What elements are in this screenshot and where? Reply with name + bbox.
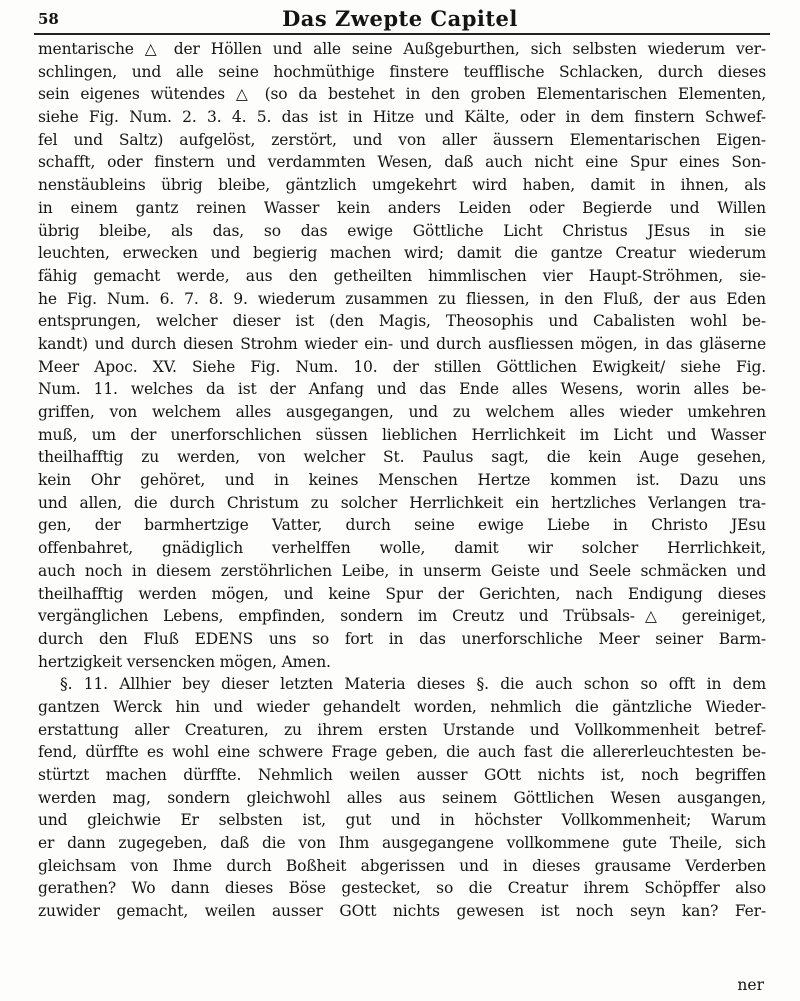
catchword: ner <box>737 976 764 994</box>
text-line: kandt) und durch diesen Strohm wieder ein- und durch ausfliessen mögen, in das gläserne <box>38 334 766 353</box>
text-line: fähig gemacht werde, aus den getheilten himmlischen vier Haupt-Ströhmen, sie- <box>38 266 766 285</box>
text-line: schlingen, und alle seine hochmüthige finstere teufflische Schlacken, durch dieses <box>38 62 766 81</box>
text-line: theilhafftig zu werden, von welcher St. Paulus sagt, die kein Auge gesehen, <box>38 448 766 467</box>
text-line: stürtzt machen dürffte. Nehmlich weilen ausser GOtt nichts ist, noch begriffen <box>38 766 766 784</box>
text-line: mentarische △ der Höllen und alle seine Außgeburthen, sich selbsten wiederum ver- <box>38 40 766 58</box>
header-rule <box>34 33 770 35</box>
body-text <box>38 38 766 923</box>
text-line: muß, um der unerforschlichen süssen lieblichen Herrlichkeit im Licht und Wasser <box>38 425 766 444</box>
text-line: Num. 11. welches da ist der Anfang und das Ende alles Wesens, worin alles be- <box>38 380 766 399</box>
chapter-title: Das Zwepte Capitel <box>282 6 518 31</box>
text-line: offenbahret, gnädiglich verhelffen wolle, damit wir solcher Herrlichkeit, <box>38 539 766 558</box>
text-line: übrig bleibe, als das, so das ewige Göttliche Licht Christus JEsus in sie <box>38 221 766 240</box>
text-line: auch noch in diesem zerstöhrlichen Leibe, in unserm Geiste und Seele schmäcken und <box>38 561 766 580</box>
text-line: theilhafftig werden mögen, und keine Spur der Gerichten, nach Endigung dieses <box>38 584 766 603</box>
text-line: leuchten, erwecken und begierig machen wird; damit die gantze Creatur wiederum <box>38 244 766 263</box>
text-line: gleichsam von Ihme durch Boßheit abgerissen und in dieses grausame Verderben <box>38 856 766 875</box>
text-line: Meer Apoc. XV. Siehe Fig. Num. 10. der stillen Göttlichen Ewigkeit/ siehe Fig. <box>38 357 766 376</box>
text-line: he Fig. Num. 6. 7. 8. 9. wiederum zusammen zu fliessen, in den Fluß, der aus Eden <box>38 289 766 308</box>
page-number: 58 <box>38 10 59 28</box>
text-line: erstattung aller Creaturen, zu ihrem ersten Urstande und Vollkommenheit betref- <box>38 720 766 739</box>
text-line: und allen, die durch Christum zu solcher Herrlichkeit ein hertzliches Verlangen tra- <box>38 493 766 512</box>
text-line: zuwider gemacht, weilen ausser GOtt nichts gewesen ist noch seyn kan? Fer- <box>38 902 766 921</box>
text-line: fel und Saltz) aufgelöst, zerstört, und von aller äussern Elementarischen Eigen- <box>38 130 766 149</box>
text-line: siehe Fig. Num. 2. 3. 4. 5. das ist in Hitze und Kälte, oder in dem finstern Schwef- <box>38 108 766 127</box>
text-line: werden mag, sondern gleichwohl alles aus seinem Göttlichen Wesen ausgangen, <box>38 788 766 807</box>
text-line: entsprungen, welcher dieser ist (den Magis, Theosophis und Cabalisten wohl be- <box>38 312 766 331</box>
text-line: in einem gantz reinen Wasser kein anders Leiden oder Begierde und Willen <box>38 198 766 217</box>
text-line: nenstäubleins übrig bleibe, gäntzlich umgekehrt wird haben, damit in ihnen, als <box>38 176 766 195</box>
running-head <box>30 6 770 32</box>
text-line: sein eigenes wütendes △ (so da bestehet in den groben Elementarischen Elementen, <box>38 85 766 104</box>
text-line: gen, der barmhertzige Vatter, durch seine ewige Liebe in Christo JEsu <box>38 516 766 535</box>
paragraph-start-line: §. 11. Allhier bey dieser letzten Materia dieses §. die auch schon so offt in dem <box>60 675 766 694</box>
text-line: und gleichwie Er selbsten ist, gut und in höchster Vollkommenheit; Warum <box>38 811 766 830</box>
text-line: hertzigkeit versencken mögen, Amen. <box>38 652 331 671</box>
text-line: griffen, von welchem alles ausgegangen, und zu welchem alles wieder umkehren <box>38 403 766 421</box>
text-line: kein Ohr gehöret, und in keines Menschen Hertze kommen ist. Dazu uns <box>38 471 766 490</box>
text-line: vergänglichen Lebens, empfinden, sondern im Creutz und Trübsals-△ gereiniget, <box>38 607 766 626</box>
text-line: schafft, oder finstern und verdammten Wesen, daß auch nicht eine Spur eines Son- <box>38 153 766 172</box>
text-line: fend, dürffte es wohl eine schwere Frage geben, die auch fast die allererleuchtesten be- <box>38 743 766 762</box>
text-line: gantzen Werck hin und wieder gehandelt worden, nehmlich die gäntzliche Wieder- <box>38 697 766 716</box>
text-line: durch den Fluß EDENS uns so fort in das unerforschliche Meer seiner Barm- <box>38 629 766 648</box>
text-line: gerathen? Wo dann dieses Böse gestecket, so die Creatur ihrem Schöpffer also <box>38 879 766 898</box>
text-line: er dann zugegeben, daß die von Ihm ausgegangene vollkommene gute Theile, sich <box>38 834 766 853</box>
